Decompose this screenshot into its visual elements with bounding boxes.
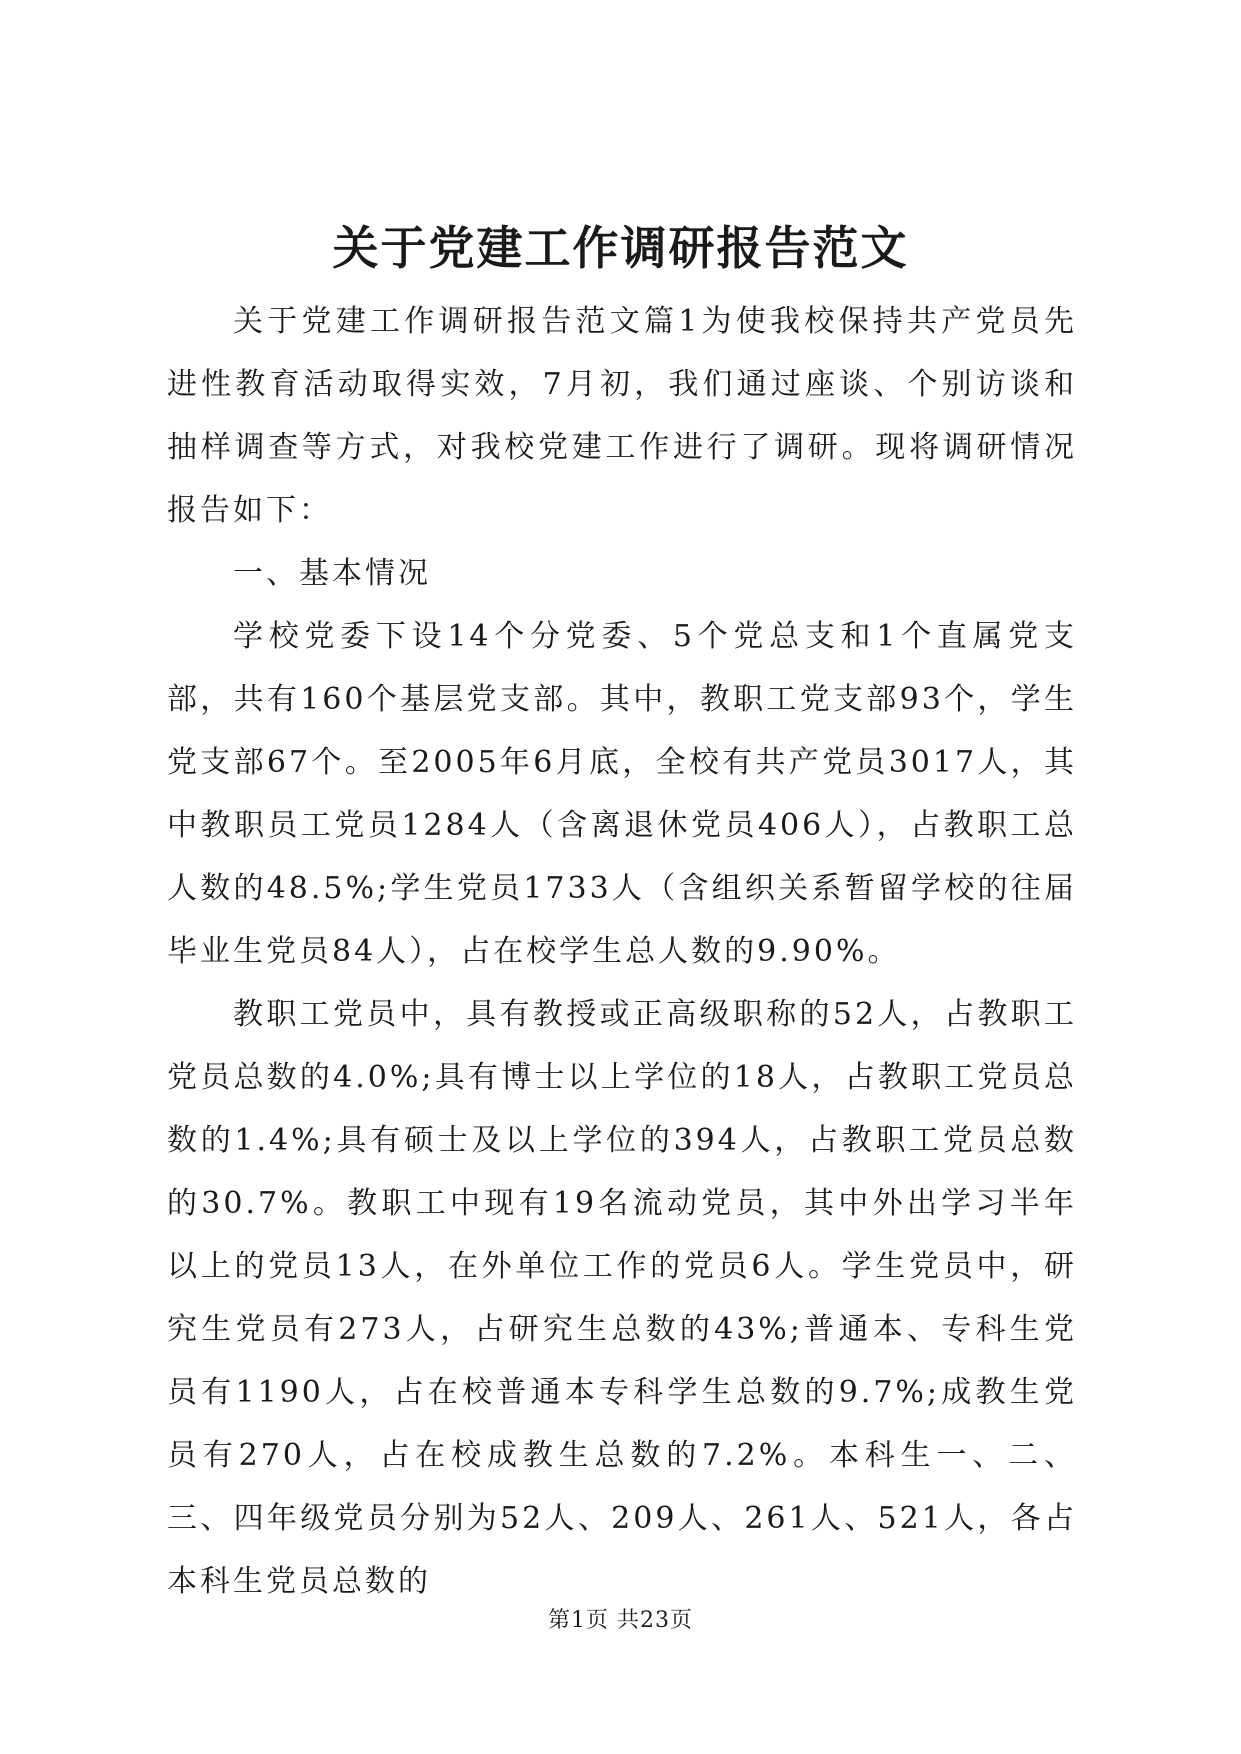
document-title: 关于党建工作调研报告范文 (332, 221, 909, 275)
page-number: 第1页 共23页 (548, 1608, 693, 1633)
section-heading-basic: 一、基本情况 (233, 556, 431, 591)
paragraph-party-structure: 学校党委下设14个分党委、5个党总支和1个直属党支部，共有160个基层党支部。其中，教职工党支部93个，学生党支部67个。至2005年6月底，全校有共产党员3017人，其中教职员工党员1284人（含离退休党员406人），占教职工总人数的48.5%;学生党员1733人（含组织关系暂留学校的往届毕业生党员84人），占在校学生总人数的9.90%。 (167, 619, 1077, 969)
document-body (167, 290, 1077, 1613)
paragraph-member-stats: 教职工党员中，具有教授或正高级职称的52人，占教职工党员总数的4.0%;具有博士以上学位的18人，占教职工党员总数的1.4%;具有硕士及以上学位的394人，占教职工党员总数的30.7%。教职工中现有19名流动党员，其中外出学习半年以上的党员13人，在外单位工作的党员6人。学生党员中，研究生党员有273人，占研究生总数的43%;普通本、专科生党员有1190人，占在校普通本专科学生总数的9.7%;成教生党员有270人，占在校成教生总数的7.2%。本科生一、二、三、四年级党员分别为52人、209人、261人、521人，各占本科生党员总数的 (167, 997, 1077, 1599)
paragraph-intro: 关于党建工作调研报告范文篇1为使我校保持共产党员先进性教育活动取得实效，7月初，我们通过座谈、个别访谈和抽样调查等方式，对我校党建工作进行了调研。现将调研情况报告如下： (167, 304, 1077, 528)
